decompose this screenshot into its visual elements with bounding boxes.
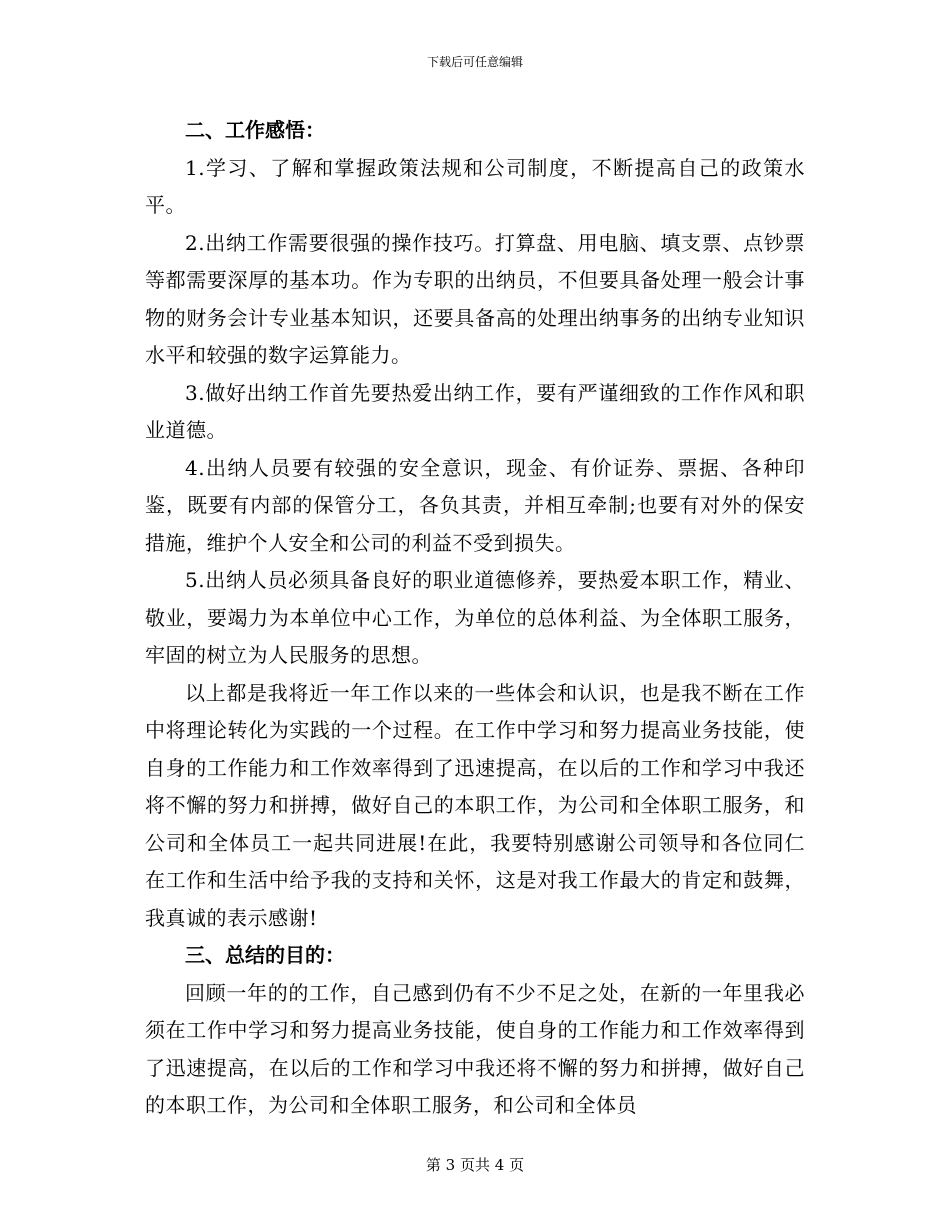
page-number-footer: 第 3 页共 4 页 (425, 1156, 525, 1174)
section-heading-work-insights: 二、工作感悟： (185, 118, 325, 142)
document-body (145, 112, 805, 1125)
insight-item-1: 1.学习、了解和掌握政策法规和公司制度，不断提高自己的政策水平。 (145, 155, 805, 217)
summary-paragraph: 以上都是我将近一年工作以来的一些体会和认识，也是我不断在工作中将理论转化为实践的一个过程。在工作中学习和努力提高业务技能，使自身的工作能力和工作效率得到了迅速提高，在以后的工作和学习中我还将不懈的努力和拼搏，做好自己的本职工作，为公司和全体职工服务，和公司和全体员工一起共同进展!在此，我要特别感谢公司领导和各位同仁在工作和生活中给予我的支持和关怀，这是对我工作最大的肯定和鼓舞，我真诚的表示感谢! (145, 680, 805, 930)
insight-item-4: 4.出纳人员要有较强的安全意识，现金、有价证券、票据、各种印鉴，既要有内部的保管分工，各负其责，并相互牵制;也要有对外的保安措施，维护个人安全和公司的利益不受到损失。 (145, 455, 805, 555)
page-header: 下载后可任意编辑 (426, 55, 523, 69)
insight-item-5: 5.出纳人员必须具备良好的职业道德修养，要热爱本职工作，精业、敬业，要竭力为本单位中心工作，为单位的总体利益、为全体职工服务，牢固的树立为人民服务的思想。 (145, 568, 805, 667)
closing-paragraph: 回顾一年的的工作，自己感到仍有不少不足之处，在新的一年里我必须在工作中学习和努力提高业务技能，使自身的工作能力和工作效率得到了迅速提高，在以后的工作和学习中我还将不懈的努力和拼搏，做好自己的本职工作，为公司和全体职工服务，和公司和全体员 (145, 980, 805, 1117)
insight-item-2: 2.出纳工作需要很强的操作技巧。打算盘、用电脑、填支票、点钞票等都需要深厚的基本功。作为专职的出纳员，不但要具备处理一般会计事物的财务会计专业基本知识，还要具备高的处理出纳事务的出纳专业知识水平和较强的数字运算能力。 (145, 230, 805, 367)
section-heading-summary-purpose: 三、总结的目的： (185, 943, 345, 967)
insight-item-3: 3.做好出纳工作首先要热爱出纳工作，要有严谨细致的工作作风和职业道德。 (145, 380, 805, 442)
